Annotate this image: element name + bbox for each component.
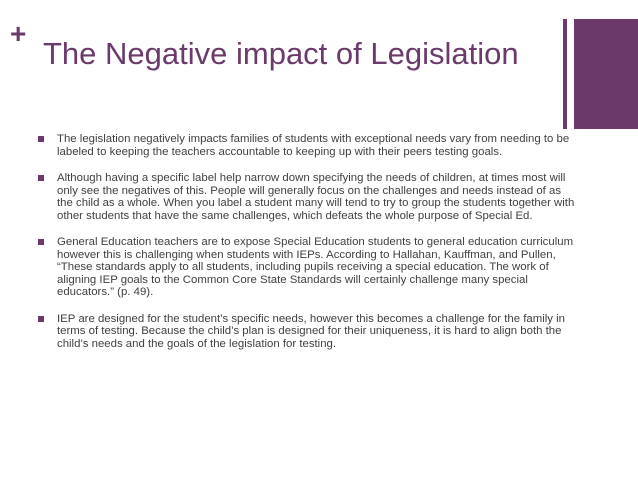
bullet-text: IEP are designed for the student’s specific needs, however this becomes a challenge for the family in terms of testing. Because the child’s plan is designed for their uniqueness, it is hard to align both the child’s needs and the goals of the legislation for testing. — [57, 312, 566, 350]
square-bullet-icon — [38, 239, 44, 245]
square-bullet-icon — [38, 316, 44, 322]
square-bullet-icon — [38, 175, 44, 181]
square-bullet-icon — [38, 136, 44, 142]
bullet-item — [38, 236, 578, 299]
plus-icon: + — [10, 18, 27, 49]
bullet-text: General Education teachers are to expose Special Education students to general education curriculum however this is challenging when students with IEPs. According to Hallahan, Kauffman, and Pullen, “These standards apply to all students, including pupils receiving a special education. The work of aligning IEP goals to the Common Core State Standards will certainly challenge many special educators.” (p. 49). — [57, 236, 574, 298]
bullet-text: The legislation negatively impacts families of students with exceptional needs vary from needing to be labeled to keeping the teachers accountable to keeping up with their peers testing goals. — [57, 133, 570, 158]
bullet-list — [38, 133, 578, 364]
accent-bar-wide — [574, 19, 638, 129]
bullet-text: Although having a specific label help narrow down specifying the needs of children, at times most will only see the negatives of this. People will generally focus on the challenges and needs instead of as the child as a whole. When you label a student many will tend to try to group the students together with other students that have the same challenges, which defeats the whole purpose of Special Ed. — [57, 172, 575, 222]
accent-bar-thin — [563, 19, 567, 129]
slide-title: The Negative impact of Legislation — [43, 36, 519, 71]
bullet-item — [38, 172, 578, 222]
bullet-item — [38, 133, 578, 158]
bullet-item — [38, 313, 578, 351]
